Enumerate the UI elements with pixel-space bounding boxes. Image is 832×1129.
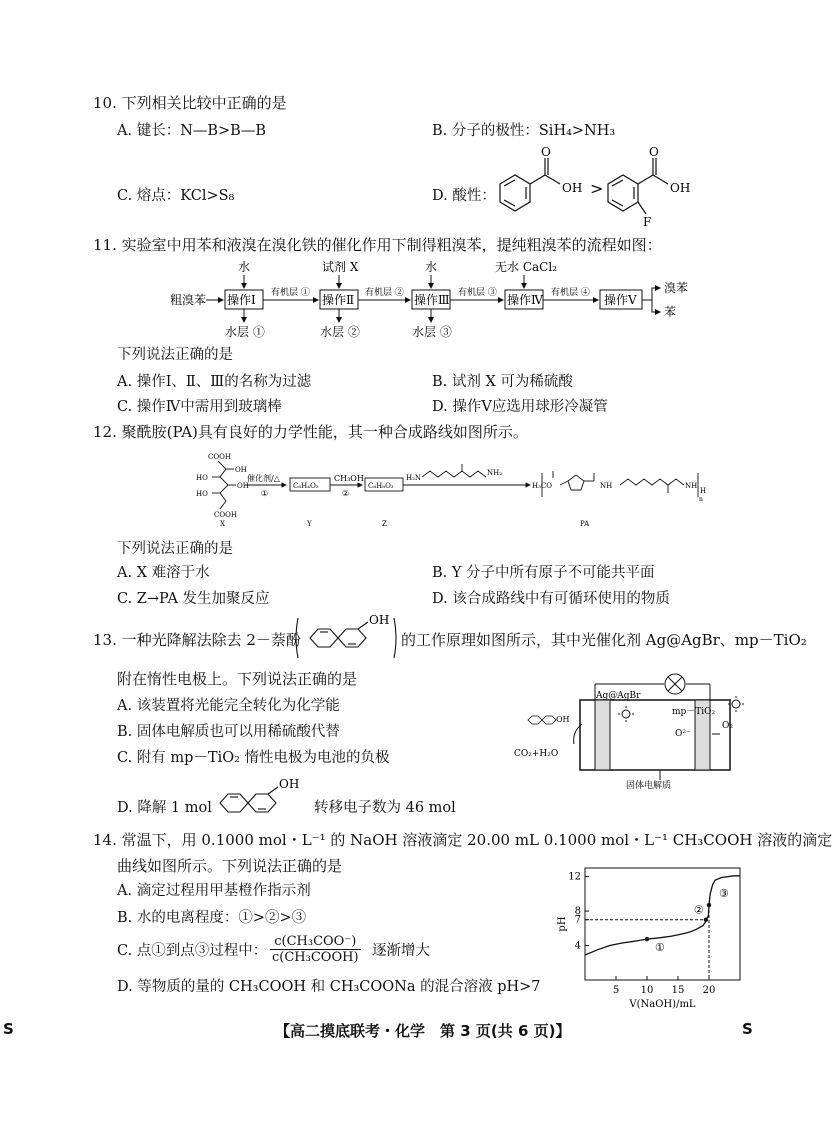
fraction-numerator: c(CH₃COO⁻) (270, 934, 361, 950)
y-tick-label: 7 (574, 914, 581, 926)
oxygen-label: O₂ (722, 721, 733, 731)
step2-reagent: CH₃OH (334, 474, 364, 483)
q10-option-c: C. 熔点：KCl>S₈ (117, 188, 235, 204)
flow-organic-4: 有机层 ④ (551, 288, 590, 298)
gt-sign: > (590, 179, 604, 198)
naphthol-oh: OH (369, 613, 390, 627)
q11-option-d: D. 操作Ⅴ应选用球形冷凝管 (432, 399, 608, 415)
q13-option-d-post: 转移电子数为 46 mol (314, 800, 456, 816)
point-label: ① (655, 941, 665, 955)
footer-title: 【高二摸底联考・化学 第 3 页(共 6 页)】 (275, 1022, 571, 1040)
flow-input-cacl2: 无水 CaCl₂ (495, 260, 557, 274)
cell-naphthol-icon (528, 716, 556, 724)
y-formula: C₆H₄O₃ (293, 482, 319, 490)
oxide-ion-label: O²⁻ (675, 729, 691, 739)
flow-input-water-1: 水 (238, 260, 251, 274)
point-label: ③ (719, 887, 729, 901)
point-label: ② (693, 903, 704, 917)
fluoro-f-label: F (643, 215, 652, 229)
q13-option-a: A. 该装置将光能完全转化为化学能 (117, 698, 340, 714)
diamine-h2n: H₂N (406, 474, 422, 482)
right-catalyst-label: mp－TiO₂ (672, 707, 716, 717)
q14-option-b: B. 水的电离程度：①>②>③ (117, 910, 307, 926)
flow-op5: 操作Ⅴ (604, 293, 637, 307)
benzoic-acid-structure (500, 158, 560, 211)
q11-prompt: 下列说法正确的是 (117, 347, 233, 363)
diamine-nh2: NH₂ (487, 469, 503, 477)
q11-option-b: B. 试剂 X 可为稀硫酸 (432, 374, 573, 390)
y-tick-label: 4 (574, 940, 581, 952)
q11-option-c: C. 操作Ⅳ中需用到玻璃棒 (117, 399, 282, 415)
label-y: Y (307, 520, 312, 528)
left-catalyst-label: Ag@AgBr (596, 691, 641, 701)
pa-nh: NH (600, 482, 613, 490)
benzoic-oh-label: OH (562, 181, 583, 195)
flow-input-water-2: 水 (425, 260, 438, 274)
q10-option-a: A. 键长：N—B>B—B (117, 123, 266, 139)
label-pa: PA (580, 520, 590, 528)
footer-right: S (742, 1020, 753, 1038)
q12-prompt: 下列说法正确的是 (117, 541, 233, 557)
q12-synthesis-scheme (190, 447, 710, 529)
flow-op3: 操作Ⅲ (414, 293, 450, 307)
flow-op1: 操作Ⅰ (227, 293, 256, 307)
fluoro-oh-label: OH (670, 181, 691, 195)
step1-conditions: 催化剂/△ (247, 474, 280, 483)
q14-fraction (270, 934, 361, 965)
y-tick-label: 12 (568, 871, 581, 883)
q12-option-a: A. X 难溶于水 (117, 565, 210, 581)
flow-aqueous-3: 水层 ③ (412, 325, 452, 339)
z-formula: C₈H₈O₃ (368, 482, 394, 490)
titration-chart (555, 860, 755, 1010)
x-ho-1: HO (196, 474, 208, 482)
point-marker (645, 937, 649, 941)
pa-nh-end: NH (685, 482, 698, 490)
x-oh-2: OH (237, 482, 249, 490)
electrolyte-label: 固体电解质 (626, 781, 672, 791)
x-axis-label: V(NaOH)/mL (629, 999, 696, 1010)
flow-organic-1: 有机层 ① (271, 288, 310, 298)
q10-acid-structures (480, 138, 690, 230)
fraction-denominator: c(CH₃COOH) (272, 950, 359, 965)
q13-option-b: B. 固体电解质也可以用稀硫酸代替 (117, 724, 340, 740)
q13-stem-2: 附在惰性电极上。下列说法正确的是 (117, 670, 358, 688)
x-oh-1: OH (235, 466, 247, 474)
flow-output-bromobenzene: 溴苯 (664, 281, 689, 295)
q12-option-d: D. 该合成路线中有可循环使用的物质 (432, 591, 670, 607)
flow-aqueous-1: 水层 ① (225, 325, 265, 339)
products-label: CO₂+H₂O (514, 749, 559, 759)
pa-h: H (700, 487, 707, 495)
q14-stem-2: 曲线如图所示。下列说法正确的是 (117, 857, 343, 875)
label-z: Z (382, 520, 387, 528)
q13-cell-diagram (510, 672, 760, 790)
fluoro-o-label: O (649, 145, 659, 159)
step1-number: ① (261, 489, 269, 498)
pa-n: n (699, 496, 703, 503)
q10-option-d: D. 酸性： (432, 188, 496, 204)
q14-option-c-pre: C. 点①到点③过程中： (117, 943, 268, 959)
y-tick-label: 8 (574, 906, 581, 918)
q11-flowchart (170, 258, 710, 340)
label-x: X (220, 520, 225, 528)
naphthol-structure-d (212, 775, 300, 821)
q10-option-b: B. 分子的极性：SiH₄>NH₃ (432, 123, 616, 139)
q13-option-c: C. 附有 mp－TiO₂ 惰性电极为电池的负极 (117, 750, 390, 766)
naphthol-d-oh: OH (279, 777, 300, 791)
plot-frame (585, 868, 740, 980)
cell-naphthol-oh: OH (556, 715, 570, 724)
x-tick-label: 5 (612, 985, 620, 996)
point-marker (707, 903, 711, 907)
flow-op4: 操作Ⅳ (507, 293, 543, 307)
naphthol-structure (292, 612, 400, 664)
x-tick-label: 15 (671, 985, 685, 996)
q12-option-b: B. Y 分子中所有原子不可能共平面 (432, 565, 655, 581)
q11-stem: 11. 实验室中用苯和液溴在溴化铁的催化作用下制得粗溴苯，提纯粗溴苯的流程如图： (93, 236, 662, 254)
q12-option-c: C. Z→PA 发生加聚反应 (117, 591, 270, 607)
x-tick-label: 10 (640, 985, 654, 996)
flow-organic-3: 有机层 ③ (458, 288, 497, 298)
step2-number: ② (342, 489, 350, 498)
x-ho-2: HO (196, 490, 208, 498)
flow-organic-2: 有机层 ② (365, 288, 404, 298)
flow-start: 粗溴苯 (170, 293, 207, 307)
flow-aqueous-2: 水层 ② (320, 325, 360, 339)
q14-option-c-post: 逐渐增大 (372, 943, 430, 959)
q10-stem: 10. 下列相关比较中正确的是 (93, 94, 287, 112)
x-cooh-bottom: COOH (214, 511, 237, 519)
y-axis-label: pH (557, 916, 568, 932)
fluorobenzoic-acid-structure (608, 158, 668, 214)
q13-stem-post: 的工作原理如图所示，其中光催化剂 Ag@AgBr、mp－TiO₂ (401, 631, 807, 649)
x-cooh-top: COOH (208, 453, 231, 461)
q12-stem: 12. 聚酰胺(PA)具有良好的力学性能，其一种合成路线如图所示。 (93, 423, 528, 441)
q13-option-d-pre: D. 降解 1 mol (117, 800, 212, 816)
q14-option-d: D. 等物质的量的 CH₃COOH 和 CH₃COONa 的混合溶液 pH>7 (117, 979, 541, 995)
q13-stem-pre: 13. 一种光降解法除去 2－萘酚 (93, 631, 301, 649)
x-tick-label: 20 (702, 985, 716, 996)
pa-h3co: H₃CO (532, 482, 553, 490)
q14-stem: 14. 常温下，用 0.1000 mol・L⁻¹ 的 NaOH 溶液滴定 20.00 mL 0.1000 mol・L⁻¹ CH₃COOH 溶液的滴定 (93, 831, 832, 849)
benzoic-o-label: O (541, 145, 551, 159)
q14-option-a: A. 滴定过程用甲基橙作指示剂 (117, 883, 311, 899)
point-marker (704, 917, 708, 921)
footer-left: S (3, 1020, 14, 1038)
flow-input-reagent-x: 试剂 X (322, 260, 359, 274)
flow-op2: 操作Ⅱ (322, 293, 355, 307)
flow-output-benzene: 苯 (664, 305, 677, 319)
q11-option-a: A. 操作Ⅰ、Ⅱ、Ⅲ的名称为过滤 (117, 374, 312, 390)
